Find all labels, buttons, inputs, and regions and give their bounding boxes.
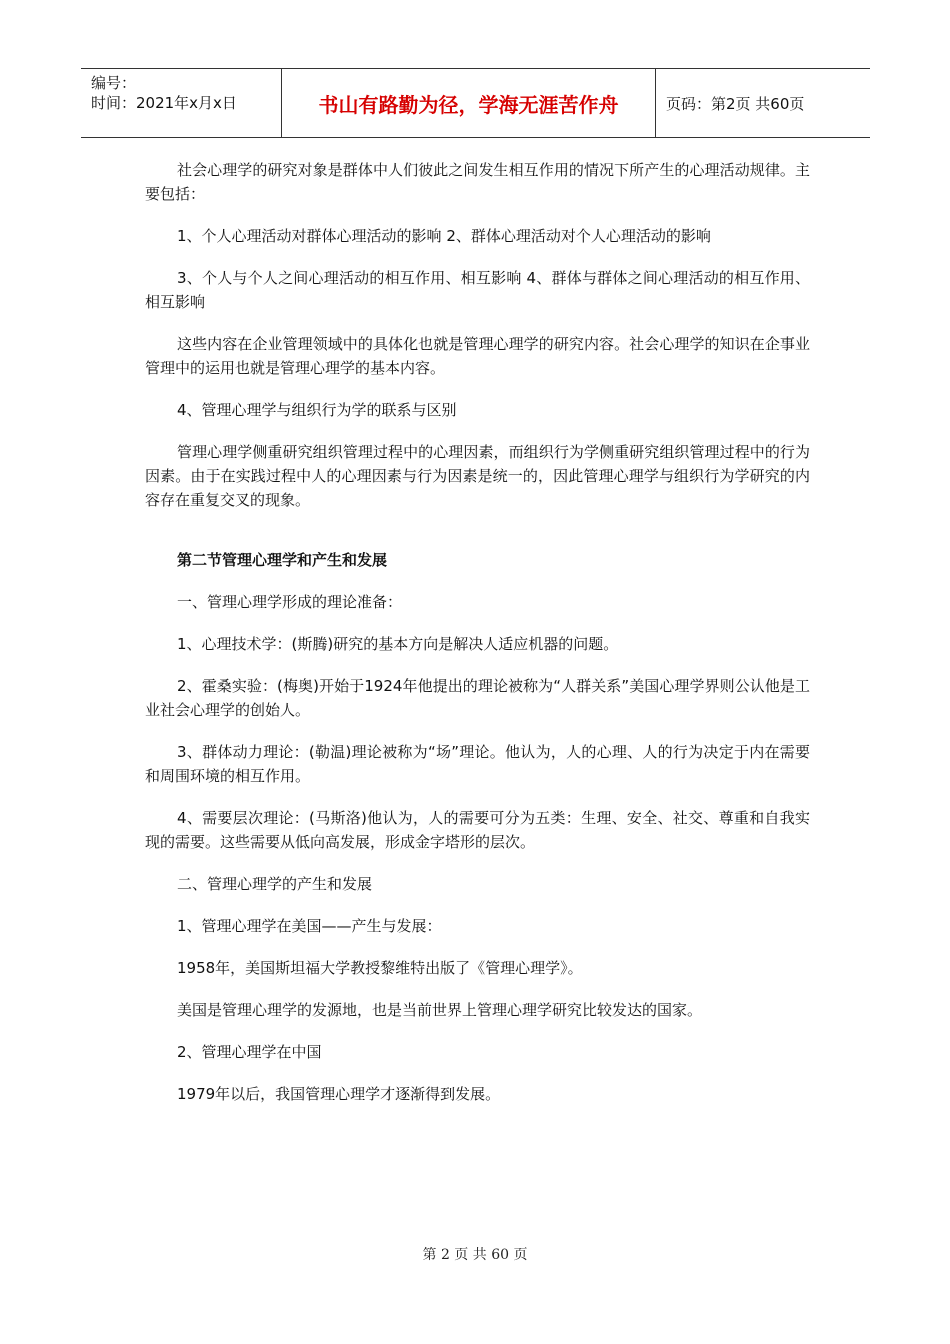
body-paragraph: 美国是管理心理学的发源地，也是当前世界上管理心理学研究比较发达的国家。 bbox=[177, 1001, 703, 1019]
date-label: 时间：2021年x月x日 bbox=[91, 94, 237, 112]
body-paragraph: 4、需要层次理论：(马斯洛)他认为，人的需要可分为五类：生理、安全、社交、尊重和自我实现的需要。这些需要从低向高发展，形成金字塔形的层次。 bbox=[145, 809, 810, 851]
document-header bbox=[81, 68, 870, 138]
body-paragraph: 一、管理心理学形成的理论准备： bbox=[177, 593, 403, 611]
body-paragraph: 二、管理心理学的产生和发展 bbox=[177, 875, 373, 893]
body-paragraph: 管理心理学侧重研究组织管理过程中的心理因素，而组织行为学侧重研究组织管理过程中的行为因素。由于在实践过程中人的心理因素与行为因素是统一的，因此管理心理学与组织行为学研究的内容存在重复交叉的现象。 bbox=[145, 443, 810, 509]
body-paragraph: 1、心理技术学：(斯腾)研究的基本方向是解决人适应机器的问题。 bbox=[177, 635, 619, 653]
body-paragraph: 4、管理心理学与组织行为学的联系与区别 bbox=[177, 401, 457, 419]
serial-number-label: 编号： bbox=[91, 74, 137, 92]
body-paragraph: 1979年以后，我国管理心理学才逐渐得到发展。 bbox=[177, 1085, 501, 1103]
header-motto: 书山有路勤为径，学海无涯苦作舟 bbox=[282, 69, 656, 137]
body-paragraph: 1、管理心理学在美国——产生与发展： bbox=[177, 917, 442, 935]
body-paragraph: 2、霍桑实验：(梅奥)开始于1924年他提出的理论被称为“人群关系”美国心理学界则公认他是工业社会心理学的创始人。 bbox=[145, 677, 810, 719]
header-meta-cell bbox=[81, 69, 282, 137]
body-paragraph: 3、个人与个人之间心理活动的相互作用、相互影响 4、群体与群体之间心理活动的相互作用、相互影响 bbox=[145, 269, 810, 311]
section-heading: 第二节管理心理学和产生和发展 bbox=[177, 551, 388, 569]
header-page-info: 页码：第2页 共60页 bbox=[666, 94, 805, 113]
body-paragraph: 3、群体动力理论：(勒温)理论被称为“场”理论。他认为，人的心理、人的行为决定于内在需要和周围环境的相互作用。 bbox=[145, 743, 810, 785]
page-footer: 第 2 页 共 60 页 bbox=[422, 1247, 528, 1263]
document-body bbox=[145, 158, 810, 1124]
body-paragraph: 社会心理学的研究对象是群体中人们彼此之间发生相互作用的情况下所产生的心理活动规律。主要包括： bbox=[145, 161, 810, 203]
body-paragraph: 这些内容在企业管理领域中的具体化也就是管理心理学的研究内容。社会心理学的知识在企事业管理中的运用也就是管理心理学的基本内容。 bbox=[145, 335, 810, 377]
body-paragraph: 1、个人心理活动对群体心理活动的影响 2、群体心理活动对个人心理活动的影响 bbox=[177, 227, 711, 245]
body-paragraph: 2、管理心理学在中国 bbox=[177, 1043, 322, 1061]
body-paragraph: 1958年，美国斯坦福大学教授黎维特出版了《管理心理学》。 bbox=[177, 959, 583, 977]
